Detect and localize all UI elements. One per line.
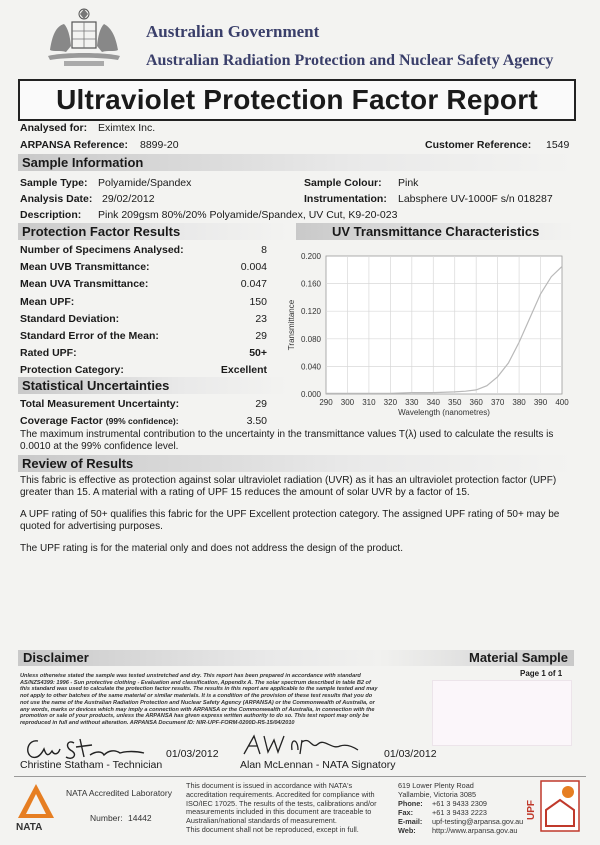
- signatory-signature: [240, 732, 360, 760]
- nata-logo-text: NATA: [16, 822, 43, 833]
- pf-row-label: Mean UVB Transmittance:: [20, 261, 150, 274]
- coverage-factor-label: [20, 415, 179, 427]
- accreditation-line: This document is issued in accordance with NATA's: [186, 781, 353, 790]
- pf-row-value: Excellent: [220, 364, 267, 377]
- statistical-uncertainties-heading: Statistical Uncertainties: [22, 378, 170, 393]
- customer-reference-label: Customer Reference:: [425, 139, 532, 151]
- pf-row-value: 29: [255, 330, 267, 342]
- sample-information-heading: Sample Information: [22, 155, 144, 170]
- x-tick-label: 290: [319, 398, 333, 407]
- sample-type-label: Sample Type:: [20, 177, 88, 189]
- upf-logo-text: UPF: [526, 800, 537, 820]
- disclaimer-header: [18, 650, 574, 666]
- pf-row-label: Standard Deviation:: [20, 312, 120, 325]
- nata-number-label: Number:: [90, 813, 123, 823]
- disclaimer-heading: Disclaimer: [23, 650, 89, 665]
- x-tick-label: 400: [555, 398, 569, 407]
- phone-value: +61 3 9433 2309: [432, 799, 487, 808]
- pf-row-value: 50+: [249, 347, 267, 360]
- y-tick-label: 0.200: [300, 252, 321, 261]
- y-tick-label: 0.000: [300, 390, 321, 399]
- y-tick-label: 0.040: [300, 362, 321, 372]
- x-axis-label: Wavelength (nanometres): [398, 408, 490, 417]
- review-of-results-heading: Review of Results: [22, 456, 134, 471]
- technician-signature-date: 01/03/2012: [166, 748, 219, 760]
- page-number: Page 1 of 1: [520, 669, 563, 678]
- coverage-factor-note: (99% confidence):: [105, 416, 179, 426]
- pf-row-label: Standard Error of the Mean:: [20, 330, 159, 342]
- web-link[interactable]: http://www.arpansa.gov.au: [432, 826, 518, 835]
- address-line-2: Yallambie, Victoria 3085: [398, 790, 477, 799]
- analysed-for-label: Analysed for:: [20, 122, 88, 134]
- pf-row-label: Protection Category:: [20, 364, 124, 377]
- agency-name: Australian Radiation Protection and Nuclear Safety Agency: [146, 52, 554, 69]
- commonwealth-coat-of-arms-icon: [42, 6, 126, 68]
- report-title-box: [18, 79, 576, 121]
- upf-logo-icon: [540, 780, 580, 832]
- pf-row-value: 0.004: [240, 261, 267, 274]
- analysed-for-value: Eximtex Inc.: [98, 122, 156, 134]
- signatory-name: Alan McLennan - NATA Signatory: [240, 759, 396, 771]
- x-tick-label: 390: [533, 398, 548, 407]
- customer-reference-value: 1549: [546, 139, 570, 151]
- technician-name: Christine Statham - Technician: [20, 759, 163, 771]
- sample-type-value: Polyamide/Spandex: [98, 177, 192, 189]
- address-line-1: 619 Lower Plenty Road: [398, 781, 474, 790]
- email-link[interactable]: upf-testing@arpansa.gov.au: [432, 817, 524, 826]
- material-sample-heading: Material Sample: [469, 650, 568, 665]
- disclaimer-text: Unless otherwise stated the sample was tested unstretched and dry. This report has been prepared in accordance with standard AS/NZS4399: 1996 - Sun protective clothing - Evaluation and classification, Appendix A. The solar spectrum described in table B2 of this standard was used to calculate the protection factor results. The results in this report are applicable to the sample tested and may not apply to other batches of the same material or similar materials. It is a condition of the provision of these test results that you do not use the name of the Australian Radiation Protection and Nuclear Safety Agency (ARPANSA) or the Commonwealth of Australia, or any words, marks or devices which may imply a connection with ARPANSA or the Commonwealth of Australia, in connection with the promotion or sale of your products, unless the ARPANSA has given express written authority to do so. This test report may only be reproduced in full and without alteration. ARPANSA Document ID: NIR-UPF-FORM-0200D-R5-15/04/2010: [20, 673, 378, 726]
- analysis-date-value: 29/02/2012: [102, 193, 155, 205]
- x-tick-label: 370: [490, 398, 505, 407]
- coverage-factor-value: 3.50: [246, 415, 267, 427]
- government-name: Australian Government: [146, 22, 320, 41]
- y-tick-label: 0.080: [300, 334, 321, 344]
- y-tick-label: 0.160: [300, 279, 321, 289]
- report-title: Ultraviolet Protection Factor Report: [56, 84, 538, 115]
- nata-number-value: 14442: [128, 813, 152, 823]
- x-tick-label: 380: [512, 398, 526, 407]
- analysis-date-label: Analysis Date:: [20, 193, 93, 205]
- protection-factor-header: [18, 223, 288, 240]
- accreditation-line: accreditation requirements. Accredited for compliance with: [186, 789, 375, 799]
- arpansa-reference-label: ARPANSA Reference:: [20, 139, 128, 151]
- pf-row-value: 150: [249, 295, 267, 308]
- arpansa-reference-value: 8899-20: [140, 139, 179, 151]
- accreditation-statement: [186, 782, 386, 835]
- x-tick-label: 340: [426, 398, 440, 407]
- pf-row-label: Mean UPF:: [20, 295, 75, 308]
- pf-row-label: Rated UPF:: [20, 347, 77, 360]
- accreditation-line: Australian/national standards of measurement.: [186, 816, 337, 826]
- sample-information-header: [18, 154, 574, 171]
- web-label: Web:: [398, 826, 416, 835]
- description-label: Description:: [20, 209, 82, 221]
- protection-factor-heading: Protection Factor Results: [22, 224, 181, 239]
- sample-colour-value: Pink: [398, 177, 419, 189]
- x-tick-label: 360: [469, 398, 483, 407]
- nata-logo-icon: [16, 782, 56, 822]
- email-label: E-mail:: [398, 817, 423, 826]
- pf-row-value: 23: [255, 312, 267, 325]
- accreditation-line: This document shall not be reproduced, except in full.: [186, 824, 359, 834]
- pf-row-value: 8: [261, 244, 267, 256]
- phone-label: Phone:: [398, 799, 423, 808]
- fax-value: +61 3 9433 2223: [432, 808, 487, 817]
- chart-title: UV Transmittance Characteristics: [332, 224, 540, 239]
- accreditation-line: measurements included in this document are traceable to: [186, 807, 372, 817]
- review-paragraph-3: The UPF rating is for the material only and does not address the design of the product.: [20, 543, 403, 554]
- pf-row-label: Number of Specimens Analysed:: [20, 244, 184, 256]
- uncertainty-note: The maximum instrumental contribution to the uncertainty in the transmittance values T(λ) used to calculate the results is 0.0010 at the 99% confidence level.: [20, 429, 554, 452]
- description-value: Pink 209gsm 80%/20% Polyamide/Spandex, UV Cut, K9-20-023: [98, 209, 398, 221]
- coverage-factor-text: Coverage Factor: [20, 415, 103, 427]
- signatory-signature-date: 01/03/2012: [384, 748, 437, 760]
- x-tick-label: 310: [362, 398, 376, 407]
- review-paragraph-1: This fabric is effective as protection against solar ultraviolet radiation (UVR) as it has an ultraviolet protection factor (UPF) greater than 15. A material with a rating of UPF 15 reduces the amount of solar UVR by a factor of 15.: [20, 475, 557, 498]
- statistical-uncertainties-header: [18, 377, 288, 394]
- review-of-results-header: [18, 455, 574, 472]
- nata-accredited-lab: NATA Accredited Laboratory: [66, 788, 172, 798]
- total-uncertainty-value: 29: [255, 398, 267, 410]
- x-tick-label: 350: [448, 398, 462, 407]
- x-tick-label: 300: [340, 398, 355, 407]
- total-uncertainty-label: Total Measurement Uncertainty:: [20, 398, 180, 410]
- instrumentation-label: Instrumentation:: [304, 193, 387, 205]
- material-sample-swatch: [432, 680, 572, 746]
- review-paragraph-2: A UPF rating of 50+ qualifies this fabric for the UPF Excellent protection category. The assigned UPF rating of 50+ may be quoted for advertising purposes.: [20, 509, 560, 532]
- accreditation-line: ISO/IEC 17025. The results of the tests, calibrations and/or: [186, 798, 377, 808]
- x-tick-label: 320: [383, 398, 398, 407]
- pf-row-value: 0.047: [240, 278, 267, 291]
- x-tick-label: 330: [405, 398, 419, 407]
- y-tick-label: 0.120: [300, 307, 321, 317]
- instrumentation-value: Labsphere UV-1000F s/n 018287: [398, 193, 553, 205]
- sample-colour-label: Sample Colour:: [304, 177, 382, 189]
- uv-transmittance-chart: [282, 246, 578, 422]
- pf-row-label: Mean UVA Transmittance:: [20, 278, 149, 291]
- uv-transmittance-header: [296, 223, 574, 240]
- y-axis-label: Transmittance: [287, 299, 296, 351]
- fax-label: Fax:: [398, 808, 414, 817]
